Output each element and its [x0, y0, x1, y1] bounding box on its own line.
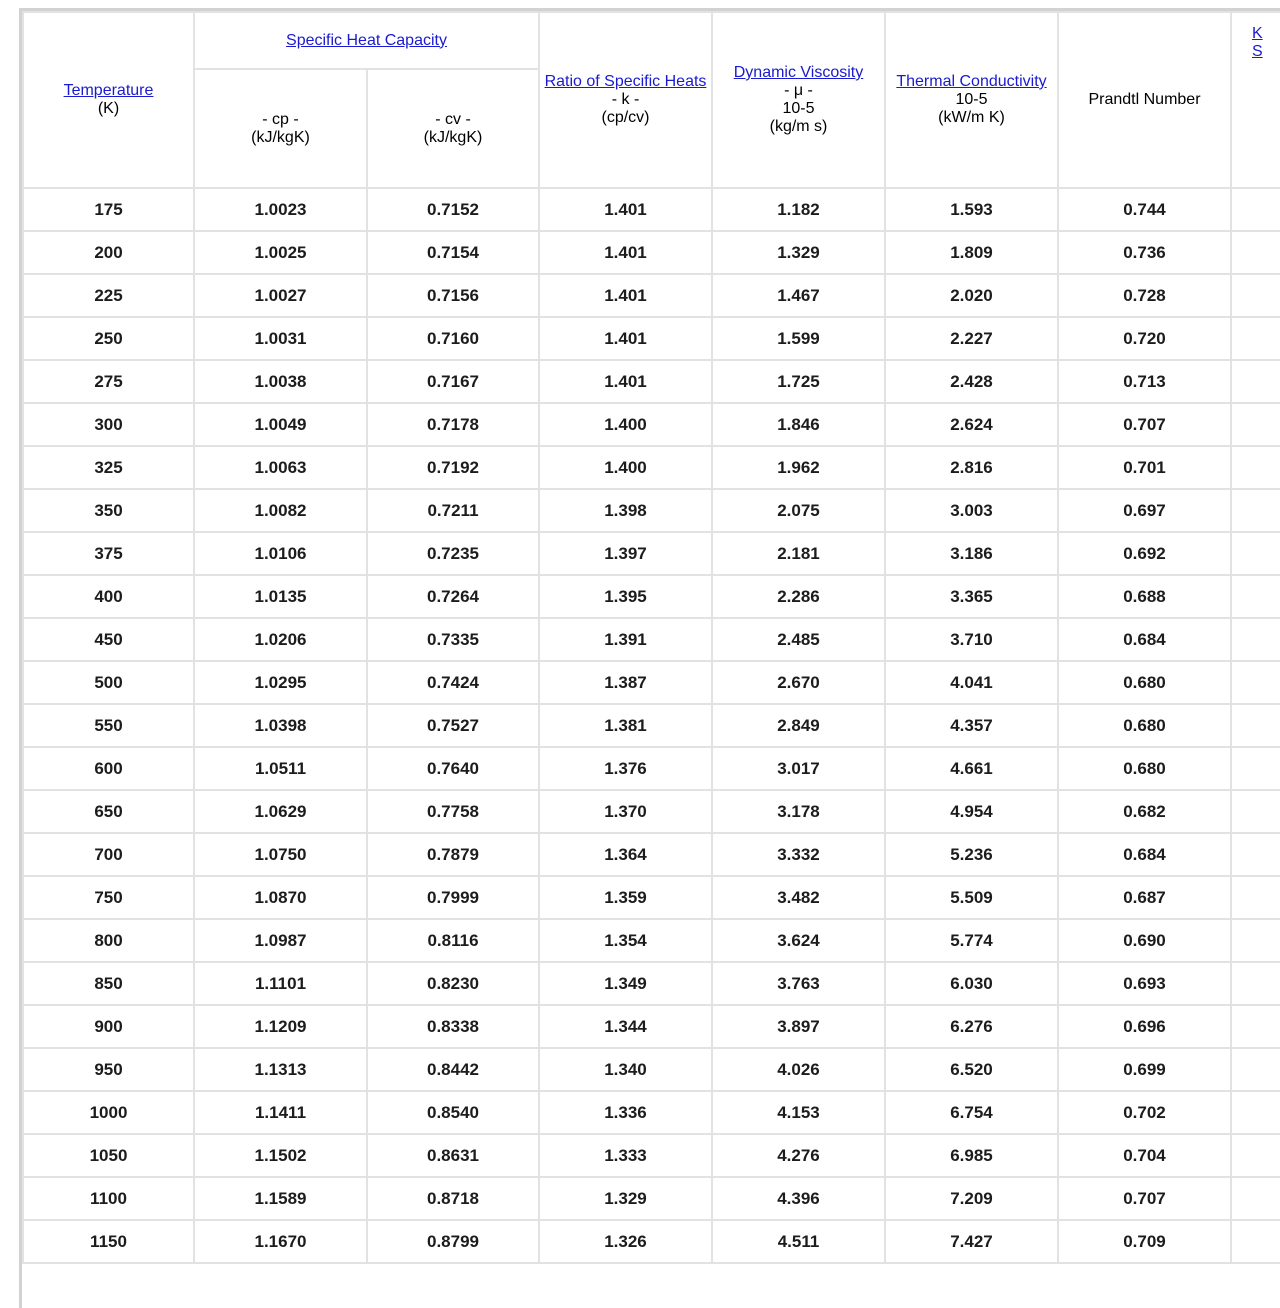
prandtl-cell: 0.696	[1058, 1005, 1231, 1048]
cp-cell: 1.0870	[194, 876, 367, 919]
conductivity-cell: 4.661	[885, 747, 1058, 790]
cp-cell: 1.0106	[194, 532, 367, 575]
viscosity-cell: 3.624	[712, 919, 885, 962]
conductivity-cell: 7.209	[885, 1177, 1058, 1220]
cut-off-cell	[1231, 1220, 1280, 1263]
cut-off-cell	[1231, 833, 1280, 876]
cut-off-cell	[1231, 1091, 1280, 1134]
viscosity-cell: 2.181	[712, 532, 885, 575]
ratio-cell: 1.401	[539, 188, 712, 231]
conductivity-cell: 2.428	[885, 360, 1058, 403]
cv-cell: 0.7152	[367, 188, 539, 231]
prandtl-cell: 0.682	[1058, 790, 1231, 833]
cp-cell: 1.0038	[194, 360, 367, 403]
cv-cell: 0.8718	[367, 1177, 539, 1220]
cut-off-cell	[1231, 532, 1280, 575]
viscosity-cell: 1.725	[712, 360, 885, 403]
cv-cell: 0.8631	[367, 1134, 539, 1177]
prandtl-cell: 0.680	[1058, 704, 1231, 747]
table-row	[23, 446, 1280, 489]
table-row	[23, 317, 1280, 360]
table-row	[23, 231, 1280, 274]
cv-cell: 0.8230	[367, 962, 539, 1005]
prandtl-cell: 0.744	[1058, 188, 1231, 231]
temperature-header	[23, 12, 194, 188]
specific-heat-link[interactable]: Specific Heat Capacity	[286, 31, 447, 49]
ratio-header	[539, 12, 712, 188]
table-row	[23, 1177, 1280, 1220]
temperature-cell: 550	[23, 704, 194, 747]
cut-off-cell	[1231, 317, 1280, 360]
cut-off-cell	[1231, 274, 1280, 317]
conductivity-cell: 4.041	[885, 661, 1058, 704]
viscosity-cell: 3.332	[712, 833, 885, 876]
cv-cell: 0.7999	[367, 876, 539, 919]
cp-cell: 1.1502	[194, 1134, 367, 1177]
cut-off-header	[1231, 12, 1280, 188]
temperature-cell: 500	[23, 661, 194, 704]
conductivity-cell: 6.276	[885, 1005, 1058, 1048]
prandtl-cell: 0.688	[1058, 575, 1231, 618]
cut-off-cell	[1231, 360, 1280, 403]
viscosity-cell: 3.017	[712, 747, 885, 790]
cp-cell: 1.0049	[194, 403, 367, 446]
ratio-cell: 1.340	[539, 1048, 712, 1091]
cv-cell: 0.7264	[367, 575, 539, 618]
cp-cell: 1.0135	[194, 575, 367, 618]
temperature-cell: 700	[23, 833, 194, 876]
viscosity-cell: 2.075	[712, 489, 885, 532]
cp-cell: 1.0206	[194, 618, 367, 661]
viscosity-cell: 1.329	[712, 231, 885, 274]
conductivity-cell: 6.985	[885, 1134, 1058, 1177]
temperature-cell: 600	[23, 747, 194, 790]
ratio-cell: 1.349	[539, 962, 712, 1005]
temperature-cell: 850	[23, 962, 194, 1005]
conductivity-cell: 6.030	[885, 962, 1058, 1005]
cut-off-cell	[1231, 575, 1280, 618]
ratio-symbol: - k -	[611, 91, 640, 108]
cv-cell: 0.7160	[367, 317, 539, 360]
prandtl-label: Prandtl Number	[1088, 91, 1201, 108]
table-row	[23, 1005, 1280, 1048]
conductivity-cell: 2.624	[885, 403, 1058, 446]
viscosity-cell: 3.482	[712, 876, 885, 919]
cut-off-cell	[1231, 661, 1280, 704]
cv-cell: 0.7167	[367, 360, 539, 403]
ratio-cell: 1.336	[539, 1091, 712, 1134]
conductivity-header	[885, 12, 1058, 188]
conductivity-cell: 6.520	[885, 1048, 1058, 1091]
viscosity-cell: 3.178	[712, 790, 885, 833]
viscosity-scale: 10-5	[782, 100, 815, 117]
ratio-cell: 1.398	[539, 489, 712, 532]
table-row	[23, 919, 1280, 962]
cv-cell: 0.7527	[367, 704, 539, 747]
cp-cell: 1.1411	[194, 1091, 367, 1134]
conductivity-cell: 6.754	[885, 1091, 1058, 1134]
cut-off-link-2[interactable]: S	[1252, 43, 1263, 60]
temperature-cell: 1000	[23, 1091, 194, 1134]
ratio-link[interactable]: Ratio of Specific Heats	[544, 73, 707, 90]
cv-cell: 0.7424	[367, 661, 539, 704]
cut-off-cell	[1231, 1134, 1280, 1177]
temperature-link[interactable]: Temperature	[63, 82, 154, 99]
table-row	[23, 704, 1280, 747]
temperature-cell: 175	[23, 188, 194, 231]
cp-cell: 1.0750	[194, 833, 367, 876]
table-row	[23, 575, 1280, 618]
conductivity-cell: 3.710	[885, 618, 1058, 661]
conductivity-cell: 3.003	[885, 489, 1058, 532]
viscosity-cell: 2.485	[712, 618, 885, 661]
viscosity-cell: 2.670	[712, 661, 885, 704]
prandtl-cell: 0.728	[1058, 274, 1231, 317]
cv-cell: 0.7156	[367, 274, 539, 317]
cv-cell: 0.7211	[367, 489, 539, 532]
viscosity-cell: 2.849	[712, 704, 885, 747]
ratio-cell: 1.397	[539, 532, 712, 575]
prandtl-cell: 0.736	[1058, 231, 1231, 274]
cp-cell: 1.0027	[194, 274, 367, 317]
temperature-cell: 800	[23, 919, 194, 962]
cv-unit: (kJ/kgK)	[423, 128, 483, 146]
cv-cell: 0.7235	[367, 532, 539, 575]
specific-heat-header	[194, 12, 539, 69]
cp-cell: 1.0398	[194, 704, 367, 747]
ratio-cell: 1.381	[539, 704, 712, 747]
prandtl-cell: 0.680	[1058, 747, 1231, 790]
conductivity-cell: 2.816	[885, 446, 1058, 489]
cp-cell: 1.0063	[194, 446, 367, 489]
ratio-cell: 1.391	[539, 618, 712, 661]
prandtl-cell: 0.701	[1058, 446, 1231, 489]
prandtl-header	[1058, 12, 1231, 188]
conductivity-cell: 1.593	[885, 188, 1058, 231]
conductivity-scale: 10-5	[955, 91, 988, 108]
conductivity-cell: 2.227	[885, 317, 1058, 360]
cv-cell: 0.7640	[367, 747, 539, 790]
cp-unit: (kJ/kgK)	[251, 128, 310, 146]
temperature-cell: 400	[23, 575, 194, 618]
cv-cell: 0.7178	[367, 403, 539, 446]
cut-off-cell	[1231, 1177, 1280, 1220]
table-row	[23, 1048, 1280, 1091]
cp-cell: 1.0629	[194, 790, 367, 833]
ratio-cell: 1.376	[539, 747, 712, 790]
cut-off-cell	[1231, 1005, 1280, 1048]
prandtl-cell: 0.707	[1058, 403, 1231, 446]
conductivity-cell: 2.020	[885, 274, 1058, 317]
cp-cell: 1.0025	[194, 231, 367, 274]
ratio-cell: 1.364	[539, 833, 712, 876]
ratio-cell: 1.400	[539, 446, 712, 489]
table-row	[23, 747, 1280, 790]
table-row	[23, 1220, 1280, 1263]
cut-off-cell	[1231, 704, 1280, 747]
table-row	[23, 403, 1280, 446]
table-row	[23, 790, 1280, 833]
temperature-cell: 200	[23, 231, 194, 274]
prandtl-cell: 0.709	[1058, 1220, 1231, 1263]
cp-cell: 1.0295	[194, 661, 367, 704]
table-row	[23, 188, 1280, 231]
viscosity-cell: 1.846	[712, 403, 885, 446]
conductivity-unit: (kW/m K)	[938, 109, 1005, 126]
ratio-cell: 1.326	[539, 1220, 712, 1263]
prandtl-cell: 0.692	[1058, 532, 1231, 575]
viscosity-cell: 4.511	[712, 1220, 885, 1263]
table-row	[23, 876, 1280, 919]
cp-cell: 1.0082	[194, 489, 367, 532]
prandtl-cell: 0.680	[1058, 661, 1231, 704]
table-row	[23, 1134, 1280, 1177]
viscosity-cell: 4.026	[712, 1048, 885, 1091]
cut-off-cell	[1231, 403, 1280, 446]
prandtl-cell: 0.684	[1058, 833, 1231, 876]
temperature-cell: 1050	[23, 1134, 194, 1177]
cp-cell: 1.0031	[194, 317, 367, 360]
temperature-cell: 375	[23, 532, 194, 575]
viscosity-cell: 1.182	[712, 188, 885, 231]
cp-cell: 1.0987	[194, 919, 367, 962]
ratio-cell: 1.387	[539, 661, 712, 704]
ratio-cell: 1.401	[539, 317, 712, 360]
table-row	[23, 489, 1280, 532]
prandtl-cell: 0.690	[1058, 919, 1231, 962]
viscosity-cell: 3.897	[712, 1005, 885, 1048]
cut-off-cell	[1231, 489, 1280, 532]
temperature-cell: 250	[23, 317, 194, 360]
cv-symbol: - cv -	[435, 110, 471, 128]
prandtl-cell: 0.704	[1058, 1134, 1231, 1177]
cut-off-cell	[1231, 876, 1280, 919]
ratio-cell: 1.344	[539, 1005, 712, 1048]
viscosity-cell: 4.276	[712, 1134, 885, 1177]
prandtl-cell: 0.702	[1058, 1091, 1231, 1134]
prandtl-cell: 0.693	[1058, 962, 1231, 1005]
cut-off-cell	[1231, 962, 1280, 1005]
temperature-cell: 1150	[23, 1220, 194, 1263]
cv-cell: 0.8442	[367, 1048, 539, 1091]
cv-cell: 0.7758	[367, 790, 539, 833]
cv-cell: 0.7335	[367, 618, 539, 661]
cut-off-cell	[1231, 919, 1280, 962]
cut-off-cell	[1231, 188, 1280, 231]
viscosity-cell: 1.599	[712, 317, 885, 360]
ratio-cell: 1.354	[539, 919, 712, 962]
cv-cell: 0.8540	[367, 1091, 539, 1134]
ratio-cell: 1.401	[539, 360, 712, 403]
conductivity-cell: 5.774	[885, 919, 1058, 962]
table-row	[23, 360, 1280, 403]
table-row	[23, 833, 1280, 876]
cp-cell: 1.0511	[194, 747, 367, 790]
viscosity-cell: 4.153	[712, 1091, 885, 1134]
table-row	[23, 274, 1280, 317]
prandtl-cell: 0.713	[1058, 360, 1231, 403]
cp-header	[194, 69, 367, 188]
viscosity-unit: (kg/m s)	[769, 118, 828, 135]
ratio-cell: 1.401	[539, 231, 712, 274]
conductivity-cell: 1.809	[885, 231, 1058, 274]
cut-off-link[interactable]: K	[1252, 25, 1263, 42]
conductivity-cell: 3.365	[885, 575, 1058, 618]
conductivity-cell: 7.427	[885, 1220, 1058, 1263]
table-row	[23, 661, 1280, 704]
cv-header	[367, 69, 539, 188]
viscosity-cell: 3.763	[712, 962, 885, 1005]
viscosity-link[interactable]: Dynamic Viscosity	[733, 64, 864, 81]
table-row	[23, 532, 1280, 575]
table-row	[23, 618, 1280, 661]
ratio-unit: (cp/cv)	[601, 109, 650, 126]
conductivity-cell: 4.357	[885, 704, 1058, 747]
cv-cell: 0.8116	[367, 919, 539, 962]
temperature-cell: 225	[23, 274, 194, 317]
cv-cell: 0.7879	[367, 833, 539, 876]
conductivity-cell: 4.954	[885, 790, 1058, 833]
cut-off-cell	[1231, 747, 1280, 790]
viscosity-cell: 4.396	[712, 1177, 885, 1220]
ratio-cell: 1.370	[539, 790, 712, 833]
cp-cell: 1.0023	[194, 188, 367, 231]
conductivity-cell: 3.186	[885, 532, 1058, 575]
viscosity-cell: 1.467	[712, 274, 885, 317]
cut-off-cell	[1231, 1048, 1280, 1091]
conductivity-cell: 5.509	[885, 876, 1058, 919]
ratio-cell: 1.400	[539, 403, 712, 446]
ratio-cell: 1.359	[539, 876, 712, 919]
prandtl-cell: 0.684	[1058, 618, 1231, 661]
temperature-cell: 950	[23, 1048, 194, 1091]
temperature-cell: 900	[23, 1005, 194, 1048]
ratio-cell: 1.329	[539, 1177, 712, 1220]
prandtl-cell: 0.697	[1058, 489, 1231, 532]
temperature-cell: 325	[23, 446, 194, 489]
ratio-cell: 1.395	[539, 575, 712, 618]
temperature-cell: 750	[23, 876, 194, 919]
cut-off-cell	[1231, 790, 1280, 833]
cut-off-cell	[1231, 231, 1280, 274]
viscosity-header	[712, 12, 885, 188]
cp-cell: 1.1670	[194, 1220, 367, 1263]
prandtl-cell: 0.699	[1058, 1048, 1231, 1091]
temperature-cell: 350	[23, 489, 194, 532]
cut-off-cell	[1231, 618, 1280, 661]
temperature-cell: 650	[23, 790, 194, 833]
viscosity-symbol: - μ -	[784, 82, 813, 99]
cv-cell: 0.8799	[367, 1220, 539, 1263]
ratio-cell: 1.401	[539, 274, 712, 317]
temperature-cell: 450	[23, 618, 194, 661]
prandtl-cell: 0.720	[1058, 317, 1231, 360]
conductivity-cell: 5.236	[885, 833, 1058, 876]
prandtl-cell: 0.687	[1058, 876, 1231, 919]
temperature-cell: 275	[23, 360, 194, 403]
cp-cell: 1.1101	[194, 962, 367, 1005]
cv-cell: 0.7192	[367, 446, 539, 489]
cp-cell: 1.1209	[194, 1005, 367, 1048]
cp-cell: 1.1589	[194, 1177, 367, 1220]
viscosity-cell: 2.286	[712, 575, 885, 618]
cut-off-cell	[1231, 446, 1280, 489]
cp-symbol: - cp -	[262, 110, 299, 128]
cp-cell: 1.1313	[194, 1048, 367, 1091]
table-row	[23, 1091, 1280, 1134]
prandtl-cell: 0.707	[1058, 1177, 1231, 1220]
conductivity-link[interactable]: Thermal Conductivity	[896, 73, 1047, 90]
table-body	[23, 188, 1280, 1263]
temperature-unit: (K)	[97, 100, 120, 117]
temperature-cell: 300	[23, 403, 194, 446]
table-row	[23, 962, 1280, 1005]
viscosity-cell: 1.962	[712, 446, 885, 489]
ratio-cell: 1.333	[539, 1134, 712, 1177]
cv-cell: 0.7154	[367, 231, 539, 274]
temperature-cell: 1100	[23, 1177, 194, 1220]
cv-cell: 0.8338	[367, 1005, 539, 1048]
air-properties-table	[22, 11, 1280, 1264]
